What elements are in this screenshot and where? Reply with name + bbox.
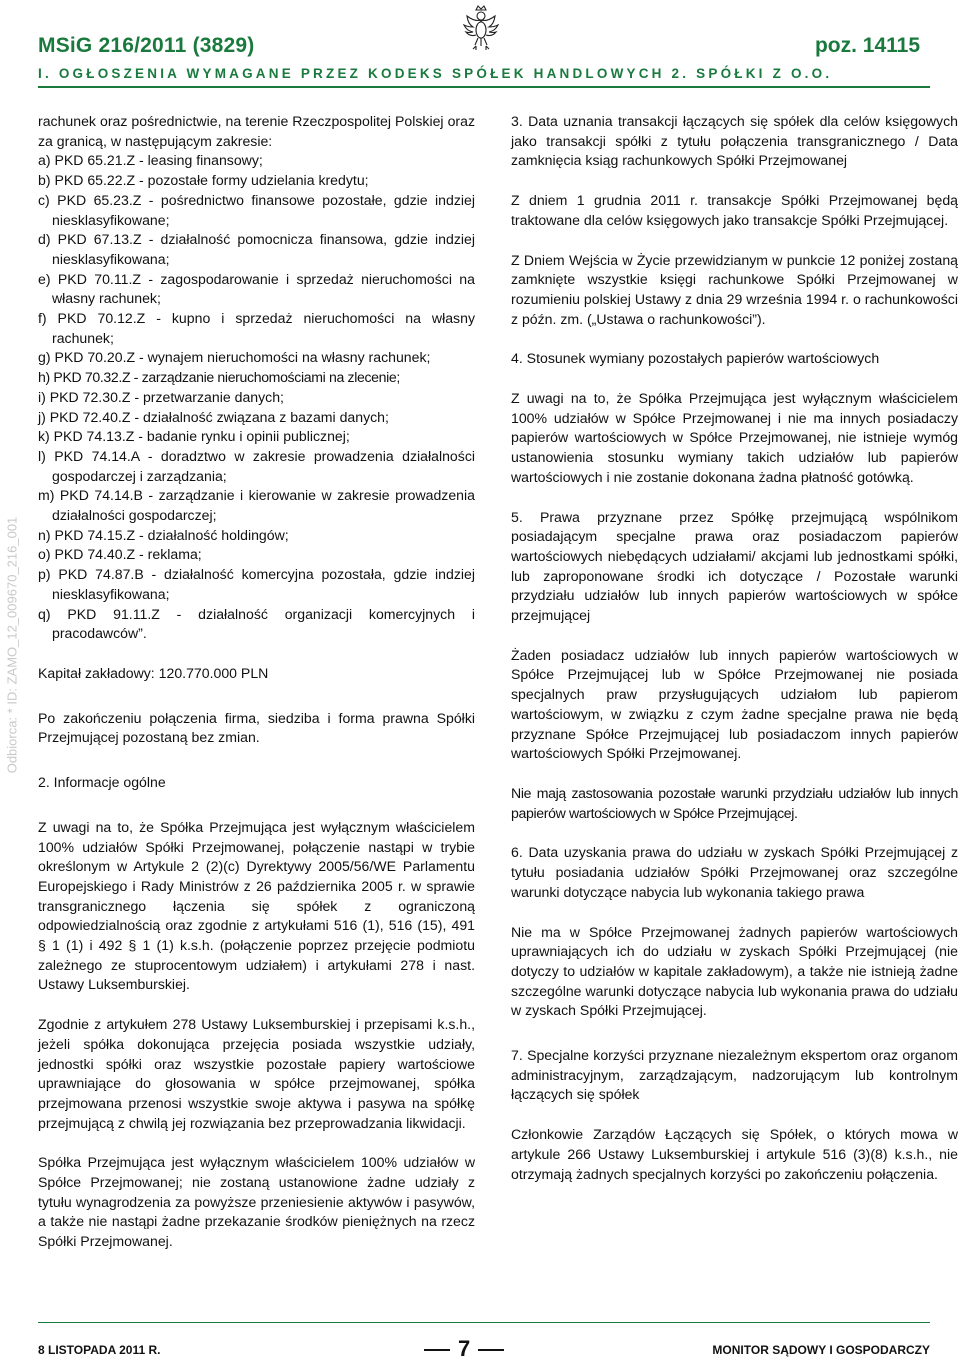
publication-name: MONITOR SĄDOWY I GOSPODARCZY <box>712 1343 930 1357</box>
after-merger-note: Po zakończeniu połączenia firma, siedziba i forma prawna Spółki Przejmującej pozostaną bez zmian. <box>38 709 475 746</box>
pkd-item: e) PKD 70.11.Z - zagospodarowanie i sprzedaż nieruchomości na własny rachunek; <box>38 270 475 307</box>
share-capital: Kapitał zakładowy: 120.770.000 PLN <box>38 664 269 681</box>
pkd-item: g) PKD 70.20.Z - wynajem nieruchomości na własny rachunek; <box>38 349 431 366</box>
pkd-item: j) PKD 72.40.Z - działalność związana z bazami danych; <box>38 408 389 425</box>
section-title: 4. Stosunek wymiany pozostałych papierów wartościowych <box>511 350 880 367</box>
journal-issue: MSiG 216/2011 (3829) <box>38 34 255 57</box>
pkd-item: o) PKD 74.40.Z - reklama; <box>38 546 202 563</box>
item-number: poz. 14115 <box>814 34 920 57</box>
pkd-item: a) PKD 65.21.Z - leasing finansowy; <box>38 152 263 169</box>
paragraph: Z dniem 1 grudnia 2011 r. transakcje Spółki Przejmowanej będą traktowane dla celów księgowych jako transakcje Spółki Przejmującej. <box>511 192 958 228</box>
paragraph: Z uwagi na to, że Spółka Przejmująca jest wyłącznym właścicielem 100% udziałów Spółki Przejmowanej, połączenie nastąpi w trybie określonym w Artykule 2 (2)(c) Dyrektywy 2005/56/WE Parlamentu Europejskiego i Rady Ministrów z 26 października 2005 r. w sprawie transgranicznego łączenia się spółek z ograniczoną odpowiedzialnością oraz zgodnie z artykułami 516 (1), 516 (15), 491 § 1 (1) i 492 § 1 (1) k.s.h. (połączenie poprzez przejęcie podmiotu zależnego ze stuprocentowym udziałem) i artykułami 278 i nast. Ustawy Luksemburskiej. <box>38 818 475 993</box>
header-divider <box>38 86 930 88</box>
page-number: 7 <box>458 1336 471 1361</box>
section-title: 3. Data uznania transakcji łączących się spółek dla celów księgowych jako transakcji spółki z tytułu połączenia transgranicznego / Data zamknięcia ksiąg rachunkowych Spółki Przejmowanej <box>511 113 958 169</box>
pkd-item: m) PKD 74.14.B - zarządzanie i kierowanie w zakresie prowadzenia działalności gospodarczej; <box>38 487 475 524</box>
pkd-item: f) PKD 70.12.Z - kupno i sprzedaż nieruchomości na własny rachunek; <box>38 310 475 346</box>
footer-divider <box>38 1322 930 1323</box>
section-title: 2. Informacje ogólne <box>38 774 166 791</box>
paragraph: Zgodnie z artykułem 278 Ustawy Luksemburskiej i przepisami k.s.h., jeżeli spółka dokonująca przejęcia posiada wszystkie udziały, jednostki spółki oraz wszystkie pozostałe papiery wartościowe uprawniające do głosowania w spółce przejmowanej, spółka przejmowana przenosi wszystkie swoje aktywa i pasywa na spółkę przejmującą z chwilą jej rozwiązania bez przeprowadzania likwidacji. <box>38 1016 475 1131</box>
paragraph: Nie mają zastosowania pozostałe warunki przydziału udziałów lub innych papierów wartościowych w Spółce Przejmującej. <box>511 784 958 821</box>
left-column <box>38 112 475 1252</box>
right-column <box>511 112 958 1184</box>
issue-date: 8 LISTOPADA 2011 R. <box>38 1343 161 1357</box>
paragraph: Członkowie Zarządów Łączących się Spółek, o których mowa w artykule 266 Ustawy Luksemburskiej i artykule 516 (3)(8) k.s.h., nie otrzymają żadnych specjalnych korzyści po zakończeniu połączenia. <box>511 1126 958 1182</box>
pkd-item: q) PKD 91.11.Z - działalność organizacji komercyjnych i pracodawców”. <box>38 605 475 642</box>
section-title: 7. Specjalne korzyści przyznane niezależnym ekspertom oraz organom administracyjnym, zarządzającym, nadzorującym lub kontrolnym łączących się spółek <box>511 1047 958 1103</box>
section-title: 6. Data uzyskania prawa do udziału w zyskach Spółki Przejmującej z tytułu posiadania udziałów Spółki Przejmowanej oraz szczególne warunki dotyczące nabycia lub wykonania takiego prawa <box>511 844 958 900</box>
pkd-item: b) PKD 65.22.Z - pozostałe formy udzielania kredytu; <box>38 172 369 189</box>
pkd-item: h) PKD 70.32.Z - zarządzanie nieruchomościami na zlecenie; <box>38 369 400 386</box>
paragraph: Żaden posiadacz udziałów lub innych papierów wartościowych w Spółce Przejmującej lub w Spółce Przejmowanej nie posiada specjalnych praw przysługujących udziałom lub papierom wartościowym, w związku z czym żadne specjalne prawa nie będą przyznane Spółce Przejmującej lub posiadaczom innych papierów wartościowych Spółki Przejmowanej. <box>511 646 958 762</box>
paragraph: Spółka Przejmująca jest wyłącznym właścicielem 100% udziałów w Spółce Przejmowanej; nie zostaną ustanowione żadne udziały z tytułu wynagrodzenia za powyższe przeniesienie aktywów i pasywów, a także nie nastąpi żadne przekazanie środków pieniężnych na rzecz Spółki Przejmowanej. <box>38 1154 475 1250</box>
pkd-item: i) PKD 72.30.Z - przetwarzanie danych; <box>38 388 284 405</box>
pkd-item: d) PKD 67.13.Z - działalność pomocnicza finansowa, gdzie indziej niesklasyfikowana; <box>38 231 475 267</box>
section-heading: I. OGŁOSZENIA WYMAGANE PRZEZ KODEKS SPÓŁEK HANDLOWYCH 2. SPÓŁKI Z O.O. <box>38 66 833 81</box>
recipient-id: Odbiorca: * ID: ZAMO_12_009670_216_001 <box>4 516 20 774</box>
eagle-emblem-icon <box>462 4 500 52</box>
section-title: 5. Prawa przyznane przez Spółkę przejmującą wspólnikom posiadającym specjalne prawa oraz posiadaczom papierów wartościowych niebędących udziałami/ akcjami lub jednostkami spółki, lub zaproponowane środki ich dotyczące / Pozostałe warunki przydziału udziałów lub innych papierów wartościowych w spółce przejmującej <box>511 508 958 624</box>
pkd-intro: rachunek oraz pośrednictwie, na terenie Rzeczpospolitej Polskiej oraz za granicą, w następującym zakresie: <box>38 113 475 149</box>
pkd-item: p) PKD 74.87.B - działalność komercyjna pozostała, gdzie indziej niesklasyfikowana; <box>38 566 475 602</box>
pkd-item: l) PKD 74.14.A - doradztwo w zakresie prowadzenia działalności gospodarczej i zarządzania; <box>38 447 475 484</box>
pkd-item: c) PKD 65.23.Z - pośrednictwo finansowe pozostałe, gdzie indziej niesklasyfikowane; <box>38 191 475 228</box>
paragraph: Z Dniem Wejścia w Życie przewidzianym w punkcie 12 poniżej zostaną zamknięte wszystkie księgi rachunkowe Spółki Przejmowanej w rozumieniu polskiej Ustawy z dnia 29 września 1994 r. o rachunkowości z późn. zm. („Ustawa o rachunkowości”). <box>511 251 958 327</box>
pkd-item: n) PKD 74.15.Z - działalność holdingów; <box>38 526 289 543</box>
paragraph: Nie ma w Spółce Przejmowanej żadnych papierów wartościowych uprawniających ich do udziału w zyskach Spółki Przejmującej (nie dotyczy to udziałów w kapitale zakładowym), a także nie istnieją żadne szczególne warunki dotyczące nabycia lub wykonania prawa do udziału w zyskach Spółki Przejmującej. <box>511 923 958 1019</box>
pkd-item: k) PKD 74.13.Z - badanie rynku i opinii publicznej; <box>38 428 350 445</box>
recipient-watermark <box>2 516 22 774</box>
paragraph: Z uwagi na to, że Spółka Przejmująca jest wyłącznym właścicielem 100% udziałów w Spółce Przejmowanej i nie ma innych posiadaczy papierów wartościowych w Spółce Przejmowanej, nie istnieje wymóg ustanowienia stosunku wymiany takich udziałów lub papierów wartościowych i nie zostanie dokonana żadna płatność gotówką. <box>511 390 958 485</box>
